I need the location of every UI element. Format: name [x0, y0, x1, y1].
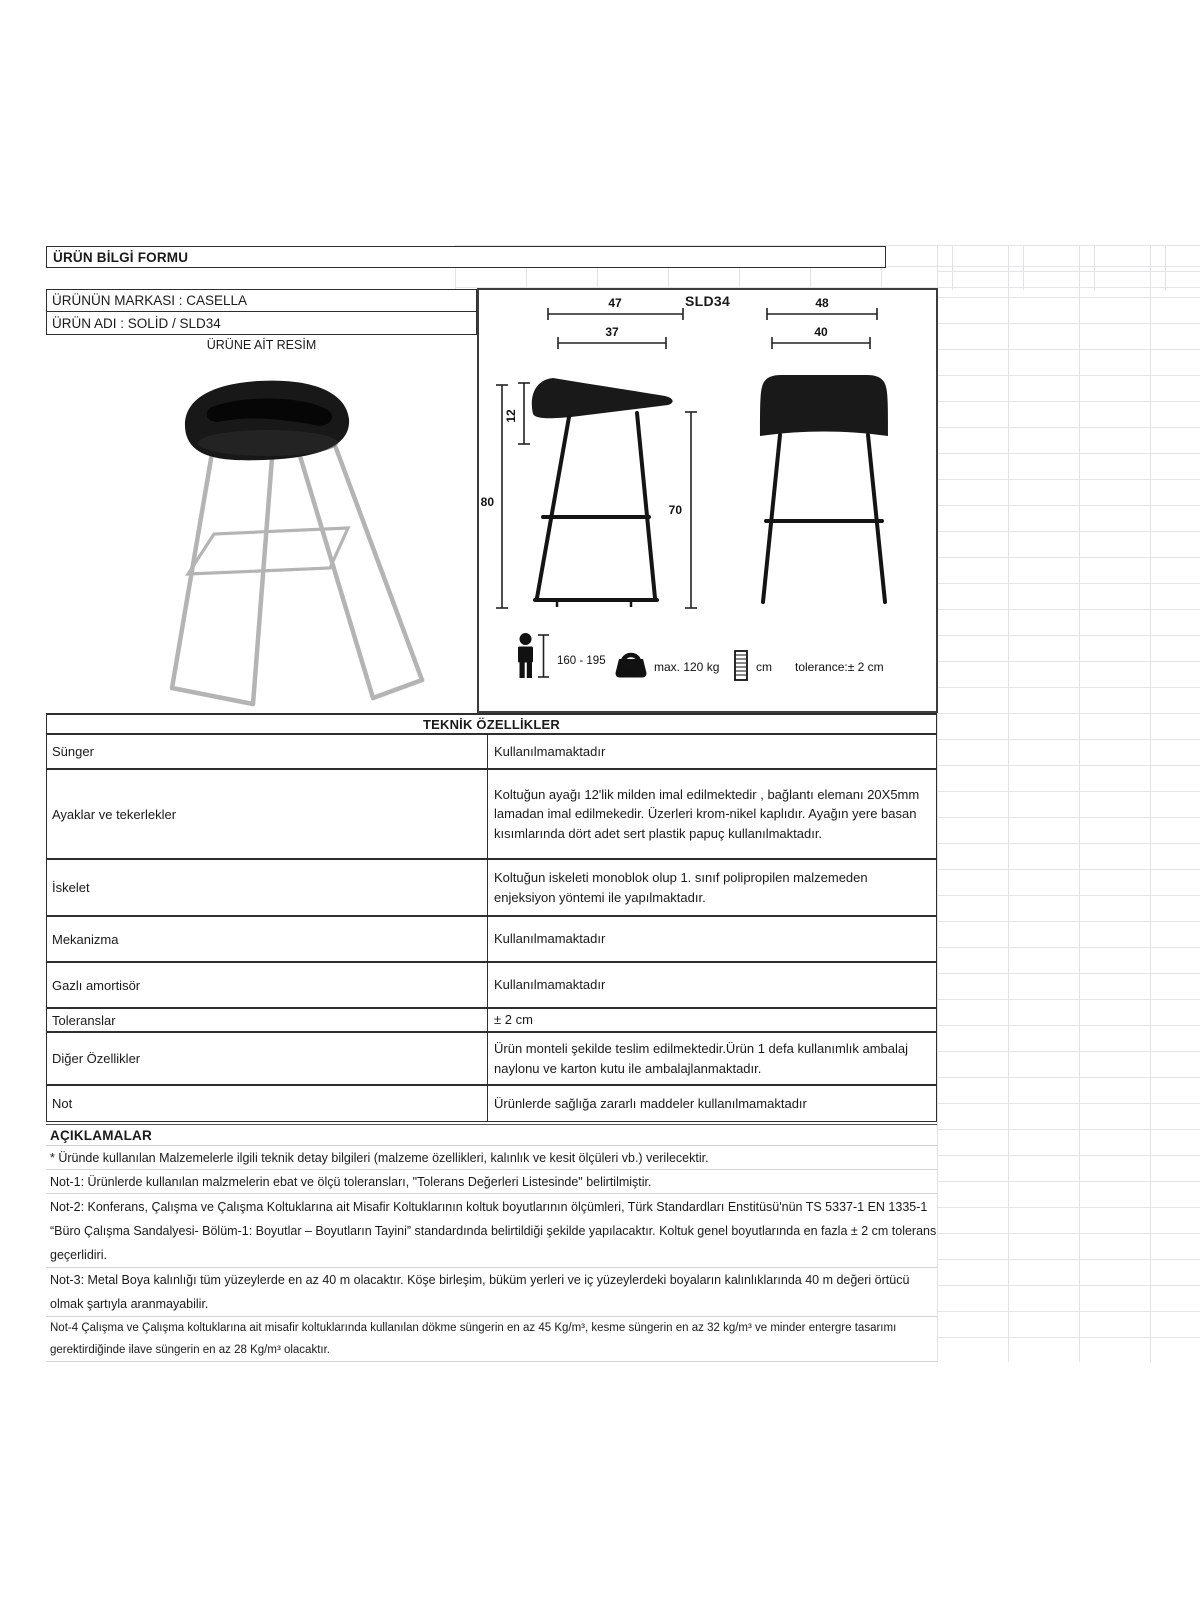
note-row-star: * Üründe kullanılan Malzemelerle ilgili teknik detay bilgileri (malzeme özellikleri, kalınlık ve kesit ölçüleri vb.) verilecektir. [46, 1146, 937, 1170]
form-title: ÜRÜN BİLGİ FORMU [46, 246, 886, 268]
product-photo [150, 358, 460, 712]
height-range-label: 160 - 195 [557, 655, 606, 667]
photo-legs [172, 448, 422, 704]
dimension-lines [496, 308, 877, 608]
spec-row-not [46, 1085, 937, 1122]
spec-value: ± 2 cm [494, 1012, 533, 1028]
spec-label: Mekanizma [47, 917, 488, 961]
note-row-3: Not-3: Metal Boya kalınlığı tüm yüzeylerde en az 40 m olacaktır. Köşe birleşim, büküm yerleri ve iç yüzeylerdeki boyaların kalınlıklarında 40 m değeri örtücü olmak şartıyla aranmayabilir. [46, 1268, 937, 1317]
person-height-line [538, 635, 549, 677]
spec-value: Koltuğun ayağı 12'lik milden imal edilmektedir , bağlantı elemanı 20X5mm lamadan imal edilmekedir. Üzerleri krom-nikel kaplıdır. Ayağın yere basan kısımlarında dört adet sert plastik papuç kullanılmaktadır. [494, 786, 920, 841]
spec-value: Koltuğun iskeleti monoblok olup 1. sınıf polipropilen malzemeden enjeksiyon yöntemi ile yapılmaktadır. [494, 870, 868, 905]
spec-label: Not [47, 1086, 488, 1121]
person-icon [518, 633, 533, 678]
notes-header: AÇIKLAMALAR [46, 1124, 937, 1146]
weight-icon [616, 655, 647, 678]
tolerance-label: tolerance:± 2 cm [795, 660, 884, 674]
dim-side-width-seat: 37 [605, 325, 619, 339]
spec-label: Sünger [47, 735, 488, 768]
spec-label: Diğer Özellikler [47, 1033, 488, 1084]
spec-value: Ürün monteli şekilde teslim edilmektedir.Ürün 1 defa kullanımlık ambalaj naylonu ve karton kutu ile ambalajlanmaktadır. [494, 1041, 909, 1076]
spec-value: Kullanılmamaktadır [494, 977, 606, 993]
note-row-1: Not-1: Ürünlerde kullanılan malzmelerin ebat ve ölçü toleransları, "Tolerans Değerleri Listesinde" belirtilmiştir. [46, 1170, 937, 1194]
kg-glyph: kg [626, 667, 636, 677]
product-name-row: ÜRÜN ADI : SOLİD / SLD34 [46, 311, 477, 335]
spec-value: Kullanılmamaktadır [494, 743, 606, 759]
spec-row-ayaklar [46, 769, 937, 859]
model-code: SLD34 [684, 293, 731, 309]
stool-front-view [760, 375, 888, 602]
ruler-icon [735, 651, 747, 680]
image-caption: ÜRÜNE AİT RESİM [46, 335, 477, 354]
specs-header: TEKNİK ÖZELLİKLER [46, 713, 937, 734]
sheet-grid-right [937, 245, 1200, 1362]
spec-value: Kullanılmamaktadır [494, 931, 606, 947]
note-row-4: Not-4 Çalışma ve Çalışma koltuklarına ait misafir koltuklarında kullanılan dökme süngerin en az 45 Kg/m³, kesme süngerin en az 32 kg/m³ ve minder entergre tasarımı gerektirdiğinde ilave süngerin en az 28 Kg/m³ olacaktır. [46, 1317, 937, 1362]
spec-row-iskelet [46, 859, 937, 916]
spec-row-mekanizma [46, 916, 937, 962]
note-row-2: Not-2: Konferans, Çalışma ve Çalışma Koltuklarına ait Misafir Koltuklarının koltuk boyutlarının ölçümleri, Türk Standardları Enstitüsü'nün TS 5337-1 EN 1335-1 “Büro Çalışma Sandalyesi- Bölüm-1: Boyutlar – Boyutların Tayini” standardında belirtildiği şekilde yapılacaktır. Koltuk genel boyutlarında en fazla ± 2 cm tolerans geçerlidiri. [46, 1194, 937, 1268]
spec-label: Ayaklar ve tekerlekler [47, 770, 488, 858]
stool-side-view [532, 378, 673, 607]
spec-value: Ürünlerde sağlığa zararlı maddeler kullanılmamaktadır [494, 1095, 807, 1111]
spec-row-sunger [46, 734, 937, 769]
dimension-drawing [479, 290, 936, 711]
dim-front-width-seat: 40 [814, 325, 828, 339]
dim-side-width-total: 47 [608, 296, 622, 310]
spec-label: İskelet [47, 860, 488, 915]
max-weight-label: max. 120 kg [654, 660, 720, 674]
dim-seat-back-height: 12 [504, 409, 518, 423]
brand-row: ÜRÜNÜN MARKASI : CASELLA [46, 289, 477, 312]
cm-unit-label: cm [756, 660, 772, 674]
dim-front-width-total: 48 [815, 296, 829, 310]
spec-label: Toleranslar [47, 1009, 488, 1031]
dim-height-total: 80 [480, 495, 494, 509]
spec-row-toleranslar [46, 1008, 937, 1032]
spec-label: Gazlı amortisör [47, 963, 488, 1007]
dim-seat-height: 70 [668, 503, 682, 517]
photo-seat [185, 381, 349, 461]
technical-drawing-panel [477, 288, 938, 713]
spec-row-diger [46, 1032, 937, 1085]
spec-row-amortisor [46, 962, 937, 1008]
